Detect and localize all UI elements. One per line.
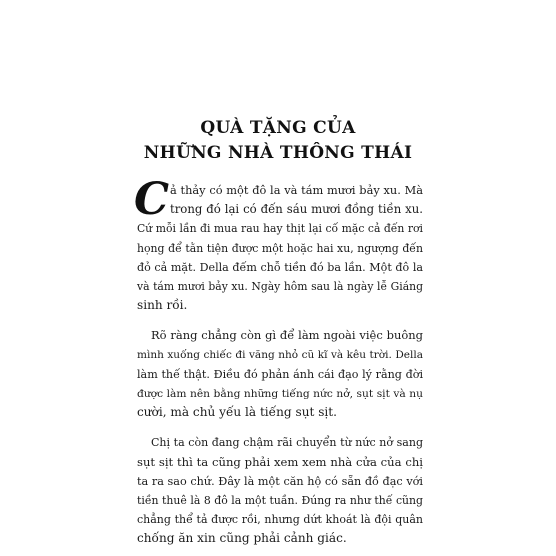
text-line: Cứ mỗi lần đi mua rau hay thịt lại cố mặc cả đến rơi [137, 222, 423, 236]
text-line: và tám mươi bảy xu. Ngày hôm sau là ngày lễ Giáng [137, 280, 423, 294]
text-line: đỏ cả mặt. Della đếm chỗ tiền đó ba lần. Một đô la [137, 260, 423, 274]
text-line: sụt sịt thì ta cũng phải xem xem nhà cửa của chị [137, 454, 423, 469]
drop-cap-letter: C [134, 174, 170, 225]
text-line: ả thảy có một đô la và tám mươi bảy xu. Mà [170, 183, 423, 197]
text-line: cười, mà chủ yếu là tiếng sụt sịt. [137, 405, 337, 420]
text-line: ta ra sao chứ. Đây là một căn hộ có sẵn đồ đạc với [137, 474, 423, 488]
text-line: được làm nên bằng những tiếng nức nở, sụt sịt và nụ [137, 387, 423, 401]
text-line: họng để tằn tiện được một hoặc hai xu, ngượng đến [137, 241, 423, 255]
text-line: chẳng thể tả được rồi, nhưng dứt khoát là đội quân [137, 513, 423, 527]
chapter-title [0, 116, 556, 166]
body-text [134, 174, 423, 549]
text-line: mình xuống chiếc đi văng nhỏ cũ kĩ và kêu trời. Della [137, 348, 423, 361]
text-line: Chị ta còn đang chậm rãi chuyển từ nức nở sang [151, 436, 423, 450]
paragraph-1 [134, 174, 423, 315]
text-line: Rõ ràng chẳng còn gì để làm ngoài việc buông [151, 328, 423, 343]
text-line: chống ăn xin cũng phải cảnh giác. [137, 531, 347, 546]
chapter-title-line-2: NHỮNG NHÀ THÔNG THÁI [143, 143, 413, 163]
chapter-title-line-1: QUÀ TẶNG CỦA [200, 118, 356, 138]
paragraph-2 [137, 326, 423, 422]
text-line: trong đó lại có đến sáu mươi đồng tiền xu. [170, 202, 423, 217]
paragraph-3 [137, 433, 423, 548]
text-line: sinh rồi. [137, 298, 188, 313]
text-line: làm thế thật. Điều đó phản ánh cái đạo lý rằng đời [137, 367, 423, 381]
text-line: tiền thuê là 8 đô la một tuần. Đúng ra như thế cũng [137, 494, 423, 508]
